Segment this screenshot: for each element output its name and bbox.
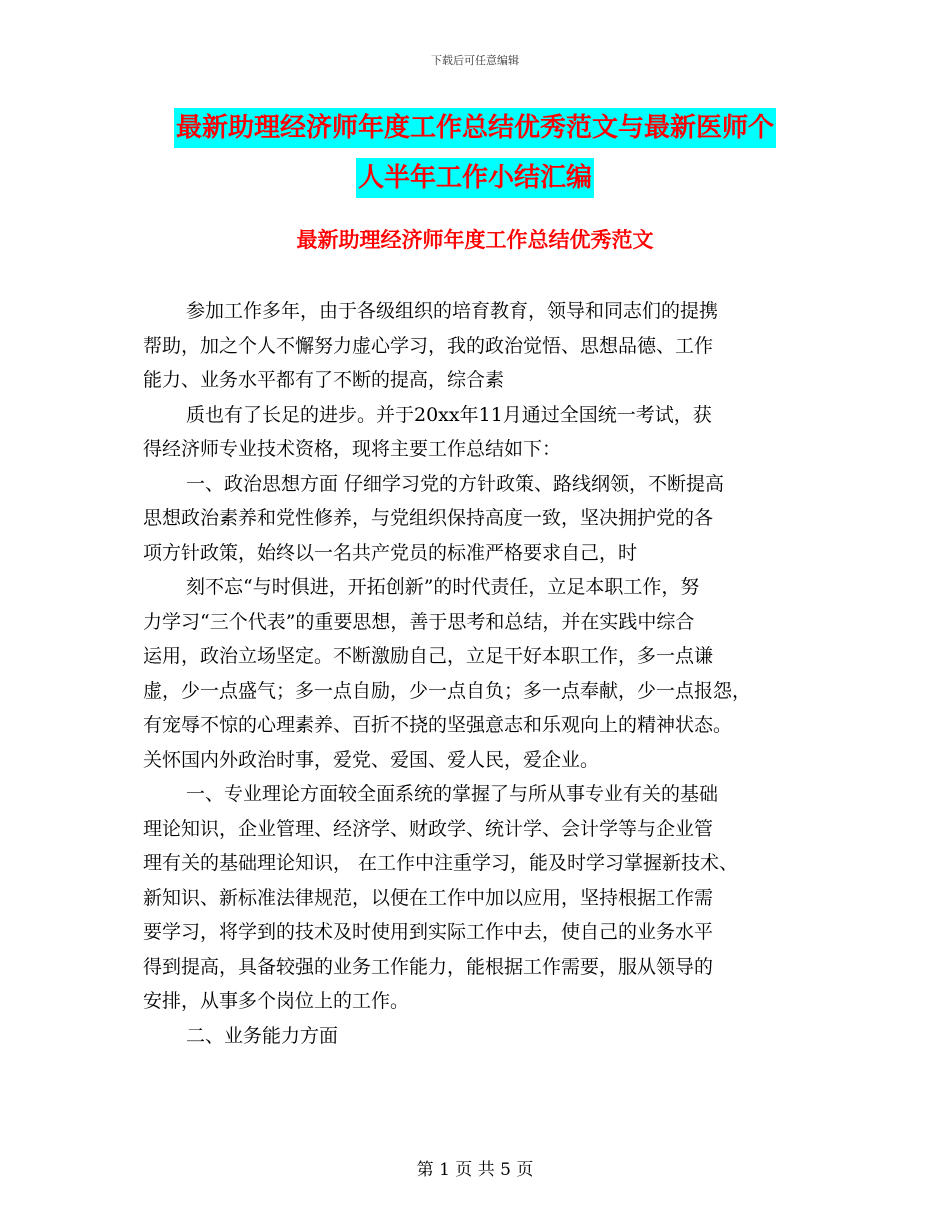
paragraph-line: 思想政治素养和党性修养，与党组织保持高度一致，坚决拥护党的各 [143,507,714,529]
paragraph-line: 虚，少一点盛气；多一点自励，少一点自负；多一点奉献，少一点报怨， [143,679,752,702]
paragraph-line: 有宠辱不惊的心理素养、百折不挠的坚强意志和乐观向上的精神状态。 [143,714,733,736]
page-number: 第 1 页 共 5 页 [416,1160,534,1180]
paragraph-line: 要学习，将学到的技术及时使用到实际工作中去，使自己的业务水平 [143,921,714,943]
body-text [143,294,823,1053]
title-line-2: 人半年工作小结汇编 [356,158,594,198]
paragraph-line: 关怀国内外政治时事，爱党、爱国、爱人民，爱企业。 [143,748,600,771]
paragraph-line: 安排，从事多个岗位上的工作。 [143,990,410,1012]
paragraph-line: 新知识、新标准法律规范，以便在工作中加以应用，坚持根据工作需 [143,886,714,909]
paragraph-line: 理论知识，企业管理、经济学、财政学、统计学、会计学等与企业管 [143,817,714,840]
paragraph-line: 得到提高，具备较强的业务工作能力，能根据工作需要，服从领导的 [143,955,714,978]
paragraph-line: 参加工作多年，由于各级组织的培育教育，领导和同志们的提携 [186,300,719,322]
paragraph-line: 质也有了长足的进步。并于20xx年11月通过全国统一考试，获 [186,403,712,426]
paragraph-line: 一、专业理论方面较全面系统的掌握了与所从事专业有关的基础 [186,783,719,805]
paragraph-line: 帮助，加之个人不懈努力虚心学习，我的政治觉悟、思想品德、工作 [143,334,714,357]
title-line-1: 最新助理经济师年度工作总结优秀范文与最新医师个 [174,108,776,148]
section-heading: 二、业务能力方面 [186,1024,339,1047]
paragraph-line: 项方针政策，始终以一名共产党员的标准严格要求自己，时 [143,541,638,564]
paragraph-line: 能力、业务水平都有了不断的提高，综合素 [143,369,505,391]
paragraph-line: 刻不忘“与时俱进，开拓创新”的时代责任，立足本职工作，努 [186,576,700,598]
paragraph-line: 力学习“三个代表”的重要思想，善于思考和总结，并在实践中综合 [143,610,695,633]
section-title: 最新助理经济师年度工作总结优秀范文 [296,228,654,252]
paragraph-line: 一、政治思想方面 仔细学习党的方针政策、路线纲领，不断提高 [186,472,725,495]
document-title [0,108,950,208]
paragraph-line: 运用，政治立场坚定。不断激励自己，立足干好本职工作，多一点谦 [143,645,714,667]
paragraph-line: 得经济师专业技术资格，现将主要工作总结如下： [143,438,562,460]
paragraph-line: 理有关的基础理论知识， 在工作中注重学习，能及时学习掌握新技术、 [143,852,739,874]
header-note: 下载后可任意编辑 [431,54,519,67]
